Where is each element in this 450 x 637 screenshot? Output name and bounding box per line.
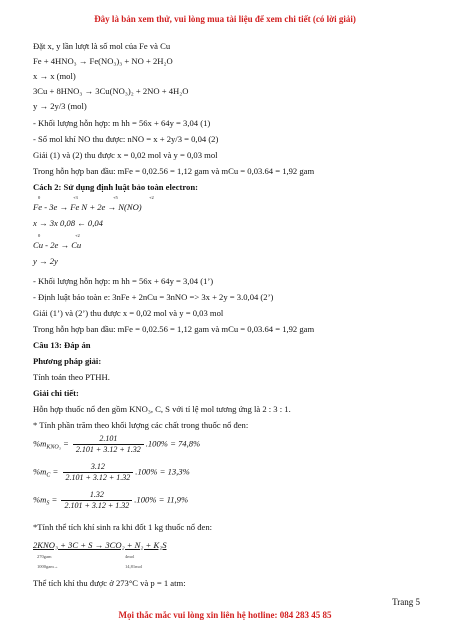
oxidation-state: +3 xyxy=(73,195,78,200)
text-line: Thể tích khí thu được ở 273°C và p = 1 atm: xyxy=(33,578,186,588)
electron-equation-2: Cu - 2e → Cu xyxy=(33,240,82,250)
formula-kno3: $\%m_{KNO_3}$ = $\frac{2.101}{2.101 + 3.12 + 1.32}$ .100% = 74,8% xyxy=(33,434,201,454)
electron-ratio-2: y → 2y xyxy=(33,256,58,266)
text-line: Đặt x, y lần lượt là số mol của Fe và Cu xyxy=(33,41,171,51)
text-line: Tính toán theo PTHH. xyxy=(33,372,110,382)
text-line: x → x (mol) xyxy=(33,71,76,81)
text-line: Hỗn hợp thuốc nổ đen gồm KNO₃, C, S với tỉ lệ mol tương ứng là 2 : 3 : 1. xyxy=(33,404,291,414)
text-line: Giải (1’) và (2’) thu được x = 0,02 mol và y = 0,03 mol xyxy=(33,308,224,318)
formula-c: $\%m_C$ = $\frac{3.12}{2.101 + 3.12 + 1.32}$ .100% = 13,3% xyxy=(33,462,190,482)
solution-heading: Giải chi tiết: xyxy=(33,388,79,398)
oxidation-state: 0 xyxy=(38,233,41,238)
method-heading: Phương pháp giải: xyxy=(33,356,102,366)
preview-banner: Đây là bản xem thử, vui lòng mua tài liệu để xem chi tiết (có lời giải) xyxy=(94,14,356,24)
reaction-equation: 2KNO₃ + 3C + S → 3CO₂ + N₂ + K₂S xyxy=(33,540,167,550)
text-line: - Khối lượng hỗn hợp: m hh = 56x + 64y = 3,04 (1’) xyxy=(33,276,214,286)
electron-equation-1: Fe - 3e → Fe N + 2e → N(NO) xyxy=(33,202,142,212)
text-line: y → 2y/3 (mol) xyxy=(33,101,87,111)
reaction-note: 1000gam→ xyxy=(37,564,59,569)
text-line: Giải (1) và (2) thu được x = 0,02 mol và y = 0,03 mol xyxy=(33,150,218,160)
section-heading: Cách 2: Sử dụng định luật bảo toàn electron: xyxy=(33,182,198,192)
text-line: - Định luật bảo toàn e: 3nFe + 2nCu = 3nNO => 3x + 2y = 3.0,04 (2’) xyxy=(33,292,274,302)
oxidation-state: +5 xyxy=(113,195,118,200)
text-line: Trong hỗn hợp ban đầu: mFe = 0,02.56 = 1,12 gam và mCu = 0,03.64 = 1,92 gam xyxy=(33,166,315,176)
reaction-note: 270gam xyxy=(37,554,52,559)
oxidation-state: +2 xyxy=(149,195,154,200)
oxidation-state: 0 xyxy=(38,195,41,200)
equation-fe: Fe + 4HNO₃ → Fe(NO₃)₃ + NO + 2H₂O xyxy=(33,56,173,66)
text-line: - Khối lượng hỗn hợp: m hh = 56x + 64y = 3,04 (1) xyxy=(33,118,211,128)
formula-s: $\%m_S$ = $\frac{1.32}{2.101 + 3.12 + 1.32}$ .100% = 11,9% xyxy=(33,490,189,510)
text-line: * Tính phần trăm theo khối lượng các chất trong thuốc nổ đen: xyxy=(33,420,249,430)
question-heading: Câu 13: Đáp án xyxy=(33,340,91,350)
text-line: Trong hỗn hợp ban đầu: mFe = 0,02.56 = 1,12 gam và mCu = 0,03.64 = 1,92 gam xyxy=(33,324,315,334)
text-line: *Tính thể tích khí sinh ra khi đốt 1 kg thuốc nổ đen: xyxy=(33,522,213,532)
equation-cu: 3Cu + 8HNO₃ → 3Cu(NO₃)₂ + 2NO + 4H₂O xyxy=(33,86,189,96)
electron-ratio-1: x → 3x 0,08 ← 0,04 xyxy=(33,218,103,228)
reaction-note: 14,81mol xyxy=(125,564,143,569)
page-number: Trang 5 xyxy=(392,597,420,607)
hotline-banner: Mọi thắc mắc vui lòng xin liên hệ hotline: 084 283 45 85 xyxy=(118,610,332,620)
oxidation-state: +2 xyxy=(75,233,80,238)
text-line: - Số mol khí NO thu được: nNO = x + 2y/3 = 0,04 (2) xyxy=(33,134,219,144)
reaction-note: 4mol xyxy=(125,554,135,559)
